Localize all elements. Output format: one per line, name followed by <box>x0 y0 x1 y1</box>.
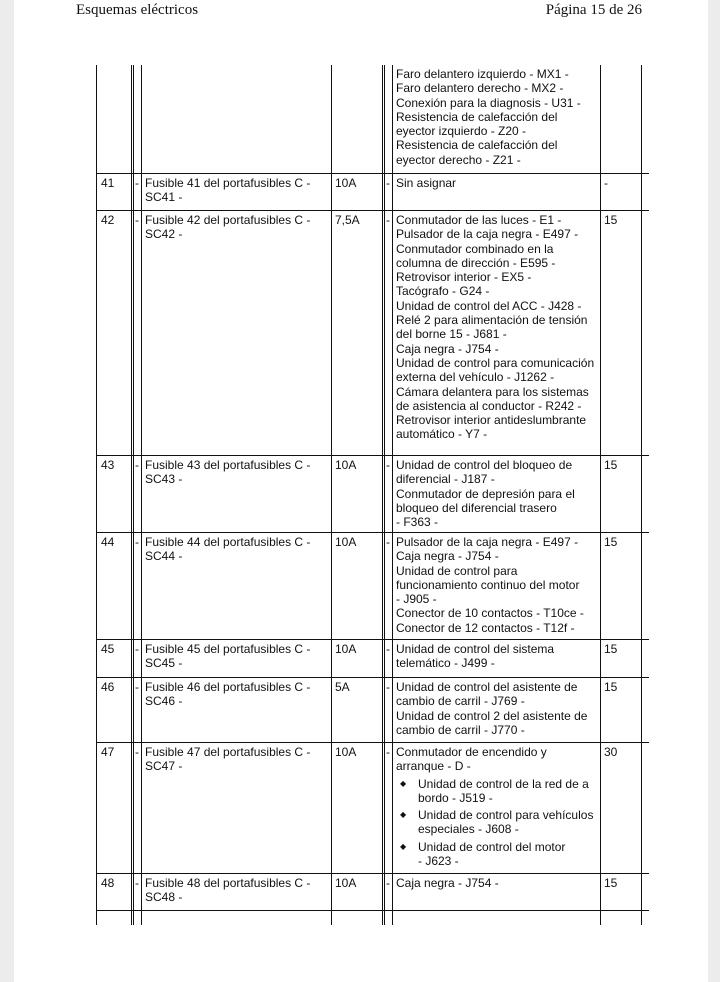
table-row <box>96 639 649 677</box>
fuse-name: Fusible 46 del portafusibles C - SC46 - <box>141 678 331 742</box>
empty-cell <box>382 911 392 925</box>
components: Unidad de control del bloqueo de diferencial - J187 - Conmutador de depresión para el bloqueo del diferencial trasero - F363 - <box>392 456 600 532</box>
dash-cell: - <box>382 678 392 742</box>
fuse-number: 41 <box>96 174 131 210</box>
fuse-number: 47 <box>96 743 131 873</box>
terminal <box>600 65 642 173</box>
table-row <box>96 455 649 532</box>
amperage: 10A <box>331 874 382 910</box>
dash-cell: - <box>382 533 392 639</box>
dash-cell: - <box>131 743 141 873</box>
list-item: ◆ Unidad de control para vehículos especiales - J608 - <box>396 808 596 837</box>
document-title: Esquemas eléctricos <box>76 2 199 18</box>
amperage: 10A <box>331 640 382 677</box>
fuse-name: Fusible 43 del portafusibles C - SC43 - <box>141 456 331 532</box>
fuse-name: Fusible 44 del portafusibles C - SC44 - <box>141 533 331 639</box>
table-row <box>96 65 649 173</box>
table-row <box>96 532 649 639</box>
fuse-number: 46 <box>96 678 131 742</box>
dash-cell <box>382 65 392 173</box>
amperage: 10A <box>331 174 382 210</box>
amperage: 5A <box>331 678 382 742</box>
components: Faro delantero izquierdo - MX1 - Faro delantero derecho - MX2 - Conexión para la diagnosis - U31 - Resistencia de calefacción del eyector izquierdo - Z20 - Resistencia de calefacción del eyector derecho - Z21 - <box>392 65 600 173</box>
empty-cell <box>141 911 331 925</box>
dash-cell <box>131 65 141 173</box>
fuse-number: 48 <box>96 874 131 910</box>
amperage: 10A <box>331 533 382 639</box>
dash-cell: - <box>382 211 392 455</box>
dash-cell: - <box>382 640 392 677</box>
dash-cell: - <box>131 174 141 210</box>
dash-cell: - <box>131 456 141 532</box>
components: Unidad de control del sistema telemático - J499 - <box>392 640 600 677</box>
amperage: 7,5A <box>331 211 382 455</box>
terminal: 15 <box>600 678 642 742</box>
components: Conmutador de encendido y arranque - D - ◆ Unidad de control de la red de a bordo - J519 - ◆ Unidad de control para vehículos especiales - J608 - ◆ Unidad de control del motor - J623 - <box>392 743 600 873</box>
empty-cell <box>600 911 642 925</box>
table-row <box>96 210 649 455</box>
terminal: 15 <box>600 874 642 910</box>
terminal: 15 <box>600 211 642 455</box>
components: Unidad de control del asistente de cambio de carril - J769 - Unidad de control 2 del asistente de cambio de carril - J770 - <box>392 678 600 742</box>
table-row <box>96 677 649 742</box>
fuse-number: 42 <box>96 211 131 455</box>
fuse-number: 44 <box>96 533 131 639</box>
components: Caja negra - J754 - <box>392 874 600 910</box>
terminal: 15 <box>600 533 642 639</box>
components: Pulsador de la caja negra - E497 - Caja negra - J754 - Unidad de control para funcionamiento continuo del motor - J905 - Conector de 10 contactos - T10ce - Conector de 12 contactos - T12f - <box>392 533 600 639</box>
empty-cell <box>331 911 382 925</box>
components: Sin asignar <box>392 174 600 210</box>
page-header <box>76 2 642 19</box>
fuse-name: Fusible 42 del portafusibles C - SC42 - <box>141 211 331 455</box>
fuse-table <box>96 65 649 925</box>
fuse-number: 45 <box>96 640 131 677</box>
dash-cell: - <box>131 874 141 910</box>
document-page <box>14 0 708 982</box>
empty-cell <box>131 911 141 925</box>
table-row-continuation <box>96 910 649 925</box>
terminal: - <box>600 174 642 210</box>
dash-cell: - <box>131 211 141 455</box>
amperage <box>331 65 382 173</box>
dash-cell: - <box>131 640 141 677</box>
page-number: Página 15 de 26 <box>545 2 642 18</box>
components: Conmutador de las luces - E1 - Pulsador de la caja negra - E497 - Conmutador combinado en la columna de dirección - E595 - Retrovisor interior - EX5 - Tacógrafo - G24 - Unidad de control del ACC - J428 - Relé 2 para alimentación de tensión del borne 15 - J681 - Caja negra - J754 - Unidad de control para comunicación externa del vehículo - J1262 - Cámara delantera para los sistemas de asistencia al conductor - R242 - Retrovisor interior antideslumbrante automático - Y7 - <box>392 211 600 455</box>
amperage: 10A <box>331 456 382 532</box>
fuse-number: 43 <box>96 456 131 532</box>
dash-cell: - <box>382 174 392 210</box>
table-row <box>96 742 649 873</box>
amperage: 10A <box>331 743 382 873</box>
fuse-name: Fusible 47 del portafusibles C - SC47 - <box>141 743 331 873</box>
empty-cell <box>392 911 600 925</box>
component-list <box>396 777 596 869</box>
fuse-name: Fusible 48 del portafusibles C - SC48 - <box>141 874 331 910</box>
table-row <box>96 173 649 210</box>
fuse-name <box>141 65 331 173</box>
list-item: ◆ Unidad de control del motor - J623 - <box>396 840 596 869</box>
fuse-number <box>96 65 131 173</box>
table-row <box>96 873 649 910</box>
terminal: 15 <box>600 640 642 677</box>
empty-cell <box>96 911 131 925</box>
dash-cell: - <box>382 743 392 873</box>
list-item: ◆ Unidad de control de la red de a bordo - J519 - <box>396 777 596 806</box>
terminal: 30 <box>600 743 642 873</box>
terminal: 15 <box>600 456 642 532</box>
dash-cell: - <box>382 874 392 910</box>
fuse-name: Fusible 45 del portafusibles C - SC45 - <box>141 640 331 677</box>
dash-cell: - <box>131 533 141 639</box>
fuse-name: Fusible 41 del portafusibles C - SC41 - <box>141 174 331 210</box>
dash-cell: - <box>382 456 392 532</box>
dash-cell: - <box>131 678 141 742</box>
